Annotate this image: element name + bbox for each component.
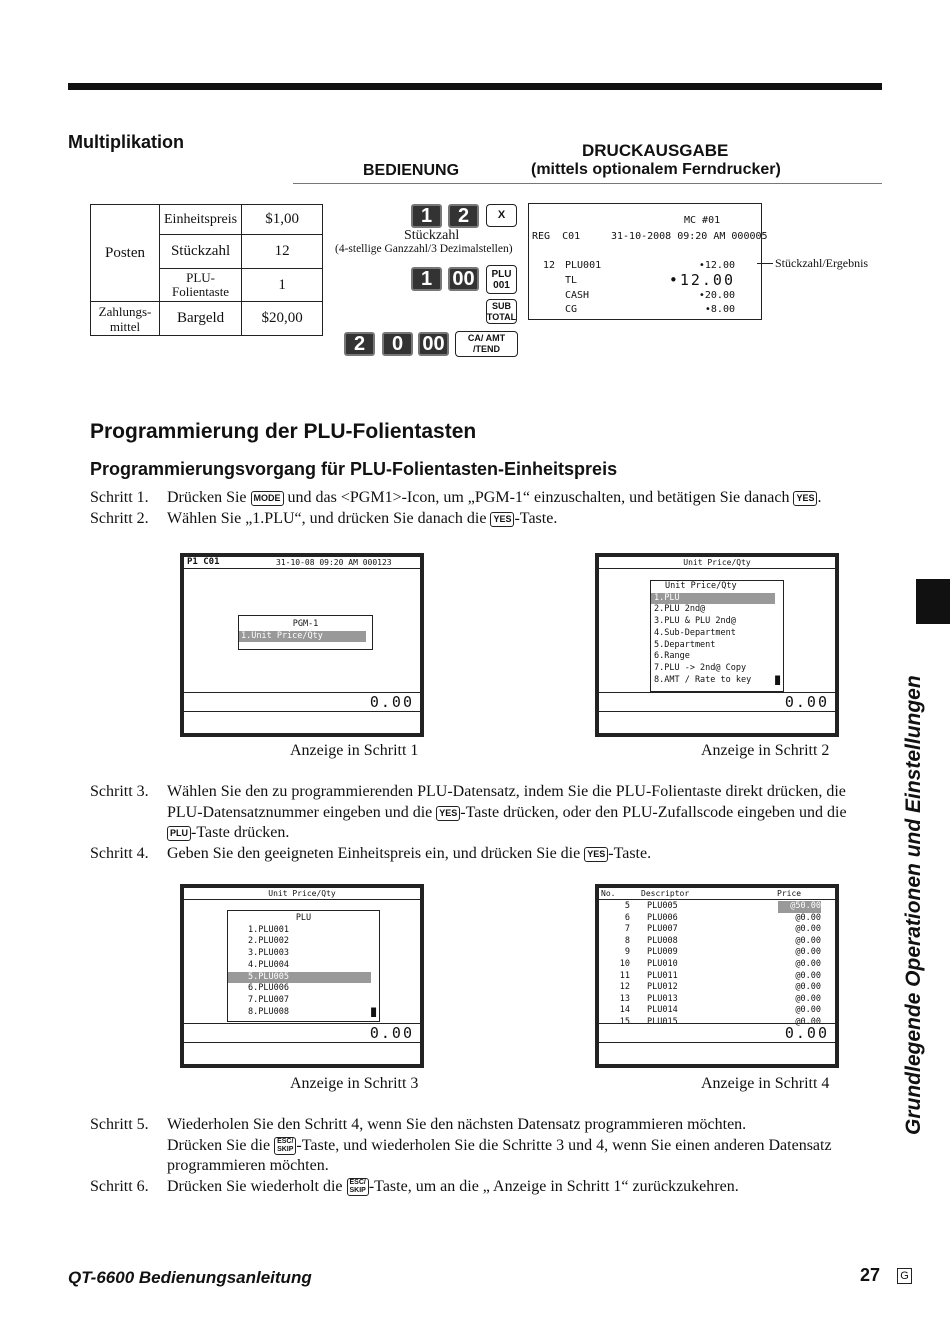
screen2-value: 0.00 (784, 693, 829, 711)
row-descriptor: PLU006 (647, 912, 678, 923)
menu-item[interactable]: 5.PLU005 (228, 972, 371, 984)
row-descriptor: PLU009 (647, 947, 678, 958)
stueckzahl-value: 12 (242, 235, 323, 269)
receipt-total-label: TL (565, 275, 578, 286)
screen1-datetime: 31-10-08 09:20 AM 000123 (276, 558, 392, 567)
screen4-col-no: No. (601, 889, 616, 898)
yes-key-icon: YES (490, 512, 514, 527)
step3-line1: Wählen Sie den zu programmierenden PLU-Datensatz, indem Sie die PLU-Folientaste direkt drücken, die (167, 783, 846, 800)
table-row[interactable] (599, 1005, 835, 1017)
step3-line2: PLU-Datensatznummer eingeben und die YES -Taste drücken, oder den PLU-Zufallscode eingeben und die (167, 804, 847, 821)
key-00: 00 (448, 267, 479, 291)
key-plu-001: PLU 001 (486, 265, 517, 294)
step1-label: Schritt 1. (90, 489, 149, 506)
row-descriptor: PLU014 (647, 1005, 678, 1016)
row-number: 7 (624, 924, 630, 935)
receipt-change-label: CG (565, 304, 578, 315)
screen-step2 (595, 553, 839, 737)
receipt-note: Stückzahl/Ergebnis (775, 256, 869, 270)
row-number: 10 (619, 958, 630, 969)
step5-line3: programmieren möchten. (167, 1157, 329, 1174)
menu-item[interactable]: 7.PLU -> 2nd@ Copy (654, 662, 747, 673)
row-number: 11 (619, 970, 630, 981)
step5-label: Schritt 5. (90, 1116, 149, 1133)
menu-item[interactable]: 4.Sub-Department (654, 627, 736, 638)
table-row[interactable] (599, 994, 835, 1006)
row-price: @0.00 (795, 924, 821, 935)
screen4-table (599, 901, 835, 1029)
step6-text: Drücken Sie wiederholt die ESC/ SKIP -Taste, um an die „ Anzeige in Schritt 1“ zurückzukehren. (167, 1178, 739, 1195)
caption-step3: Anzeige in Schritt 3 (290, 1075, 419, 1092)
steps-3-4 (90, 782, 890, 866)
screen1-value: 0.00 (369, 693, 414, 711)
steps-1-2 (90, 488, 890, 530)
key-2b: 2 (344, 332, 375, 356)
screen2-menu (651, 593, 783, 687)
einheitspreis-label: Einheitspreis (160, 205, 242, 235)
step3-label: Schritt 3. (90, 783, 149, 800)
plu-label: PLU- Folientaste (160, 269, 242, 302)
screen3-value: 0.00 (369, 1024, 414, 1042)
receipt-cash-amount: •20.00 (698, 290, 735, 301)
table-row[interactable] (599, 913, 835, 925)
menu-item[interactable]: 3.PLU003 (248, 948, 289, 959)
table-row[interactable] (599, 924, 835, 936)
screen2-status-bar: Unit Price/Qty (599, 557, 835, 569)
step5-line2: Drücken Sie die ESC/ SKIP -Taste, und wiederholen Sie die Schritte 3 und 4, wenn Sie einen anderen Datensatz (167, 1137, 832, 1154)
menu-item[interactable]: 1.PLU (651, 593, 775, 605)
step2-text: Wählen Sie „1.PLU“, und drücken Sie danach die YES -Taste. (167, 510, 558, 527)
row-price: @0.00 (795, 1005, 821, 1016)
receipt-item-amount: •12.00 (698, 260, 735, 271)
screen4-value: 0.00 (784, 1024, 829, 1042)
row-descriptor: PLU010 (647, 958, 678, 969)
menu-item[interactable]: 2.PLU 2nd@ (654, 604, 706, 615)
row-number: 13 (619, 993, 630, 1004)
menu-item[interactable]: 5.Department (654, 639, 716, 650)
key-subtotal: SUB TOTAL (486, 299, 517, 324)
row-number: 14 (619, 1005, 630, 1016)
stueckzahl-caption: Stückzahl (404, 228, 460, 243)
side-label: Grundlegende Operationen und Einstellungen (902, 675, 925, 1135)
screen3-status-bar: Unit Price/Qty (184, 888, 420, 900)
row-price: @50.00 (778, 901, 821, 913)
menu-item[interactable]: 1.PLU001 (248, 924, 289, 935)
step1-text: Drücken Sie MODE und das <PGM1>-Icon, um „PGM-1“ einzuschalten, und betätigen Sie danach YES . (167, 489, 822, 506)
screen3-menu (228, 925, 379, 1019)
row-number: 8 (624, 935, 630, 946)
example-table (90, 204, 323, 336)
table-row[interactable] (599, 936, 835, 948)
table-row[interactable] (599, 947, 835, 959)
steps-5-6 (90, 1115, 890, 1199)
menu-item[interactable]: 8.PLU008 █ (248, 1006, 376, 1017)
receipt-datetime: 31-10-2008 09:20 AM 000005 (611, 231, 768, 242)
row-price: @0.00 (795, 982, 821, 993)
screen-step1 (180, 553, 424, 737)
receipt-reg: REG C01 (532, 231, 581, 242)
druckausgabe-subheader: (mittels optionalem Ferndrucker) (531, 161, 781, 178)
row-number: 15 (619, 1016, 630, 1027)
posten-cell: Posten (91, 205, 160, 302)
screen3-popup (227, 910, 380, 1022)
side-tab-marker (916, 579, 950, 624)
key-00b: 00 (418, 332, 449, 356)
row-number: 5 (624, 901, 630, 911)
table-row[interactable] (599, 982, 835, 994)
menu-item[interactable]: 3.PLU & PLU 2nd@ (654, 616, 736, 627)
receipt-change-amount: •8.00 (704, 304, 735, 315)
footer-page-number: 27 (860, 1265, 881, 1285)
screen4-header (599, 888, 835, 900)
row-descriptor: PLU011 (647, 970, 678, 981)
row-descriptor: PLU012 (647, 982, 678, 993)
prog-subtitle: Programmierungsvorgang für PLU-Folientasten-Einheitspreis (90, 459, 618, 479)
scroll-indicator-icon: █ (775, 675, 780, 685)
section-title: Multiplikation (68, 132, 184, 152)
top-rule (68, 83, 882, 90)
key-multiply: X (486, 204, 517, 227)
row-descriptor: PLU008 (647, 935, 678, 946)
plu-value: 1 (242, 269, 323, 302)
menu-item[interactable]: 2.PLU002 (248, 936, 289, 947)
step2-label: Schritt 2. (90, 510, 149, 527)
row-price: @0.00 (795, 970, 821, 981)
receipt-note-leader (757, 263, 773, 264)
row-descriptor: PLU015 (647, 1016, 678, 1027)
receipt-qty: 12 (543, 260, 556, 271)
druckausgabe-header: DRUCKAUSGABE (582, 141, 729, 160)
step6-label: Schritt 6. (90, 1178, 149, 1195)
screen4-display (599, 1023, 835, 1064)
table-row[interactable] (599, 959, 835, 971)
screen1-display (184, 692, 420, 733)
table-row[interactable] (599, 901, 835, 913)
step5-line1: Wiederholen Sie den Schritt 4, wenn Sie den nächsten Datensatz programmieren möchten. (167, 1116, 747, 1133)
screen-step3 (180, 884, 424, 1068)
menu-item[interactable]: 7.PLU007 (248, 994, 289, 1005)
row-price: @0.00 (795, 947, 821, 958)
prog-title: Programmierung der PLU-Folientasten (90, 420, 477, 443)
row-descriptor: PLU007 (647, 924, 678, 935)
caption-step1: Anzeige in Schritt 1 (290, 742, 419, 759)
esc-skip-key-icon: ESC/ SKIP (274, 1137, 296, 1155)
step4-text: Geben Sie den geeigneten Einheitspreis ein, und drücken Sie die YES -Taste. (167, 845, 652, 862)
stueckzahl-label: Stückzahl (160, 235, 242, 269)
row-price: @0.00 (795, 1016, 821, 1027)
screen3-display (184, 1023, 420, 1064)
screen1-popup (238, 615, 373, 650)
menu-item[interactable]: 6.Range (654, 651, 690, 662)
row-price: @0.00 (795, 912, 821, 923)
receipt-item: PLU001 (565, 260, 602, 271)
yes-key-icon: YES (793, 491, 817, 506)
bargeld-value: $20,00 (242, 302, 323, 336)
bedienung-header: BEDIENUNG (363, 162, 460, 179)
menu-item[interactable]: 8.AMT / Rate to key █ (654, 674, 780, 685)
caption-step2: Anzeige in Schritt 2 (701, 742, 830, 759)
receipt (528, 203, 768, 320)
yes-key-icon: YES (584, 847, 608, 862)
key-1b: 1 (411, 267, 442, 291)
footer-lang-badge: G (897, 1268, 912, 1284)
screen2-display (599, 692, 835, 733)
screen1-popup-item[interactable]: 1.Unit Price/Qty (239, 631, 366, 643)
row-price: @0.00 (795, 958, 821, 969)
zahlungsmittel-label: Zahlungs- mittel (91, 302, 160, 336)
receipt-mc: MC #01 (684, 215, 721, 226)
footer-manual: QT-6600 Bedienungsanleitung (68, 1268, 312, 1287)
row-price: @0.00 (795, 935, 821, 946)
step3-line3: PLU -Taste drücken. (167, 823, 289, 844)
yes-key-icon: YES (436, 806, 460, 821)
einheitspreis-value: $1,00 (242, 205, 323, 235)
screen3-popup-title: PLU (295, 913, 312, 923)
receipt-total-amount: •12.00 (668, 271, 735, 289)
table-row[interactable] (599, 971, 835, 983)
screen2-popup (650, 580, 784, 692)
esc-skip-key-icon: ESC/ SKIP (347, 1178, 369, 1196)
stueckzahl-note: (4-stellige Ganzzahl/3 Dezimalstellen) (335, 243, 513, 255)
bargeld-label: Bargeld (160, 302, 242, 336)
menu-item[interactable]: 6.PLU006 (248, 983, 289, 994)
key-1: 1 (411, 204, 442, 228)
row-descriptor: PLU005 (647, 901, 678, 911)
screen4-col-price: Price (777, 889, 802, 898)
header-rule (293, 183, 882, 184)
row-descriptor: PLU013 (647, 993, 678, 1004)
scroll-indicator-icon: █ (371, 1007, 376, 1017)
screen1-status-bar (184, 557, 420, 569)
row-price: @0.00 (795, 993, 821, 1004)
mode-key-icon: MODE (251, 491, 284, 506)
key-2: 2 (448, 204, 479, 228)
step4-label: Schritt 4. (90, 845, 149, 862)
row-number: 9 (624, 947, 630, 958)
screen1-popup-title: PGM-1 (292, 619, 319, 629)
key-0: 0 (382, 332, 413, 356)
screen1-mode: P1 C01 (187, 557, 220, 567)
screen2-popup-title: Unit Price/Qty (665, 581, 737, 591)
caption-step4: Anzeige in Schritt 4 (701, 1075, 830, 1092)
plu-key-icon: PLU (167, 826, 191, 841)
screen-step4 (595, 884, 839, 1068)
menu-item[interactable]: 4.PLU004 (248, 959, 289, 970)
key-ca-amt-tend: CA/ AMT /TEND (455, 331, 518, 357)
row-number: 6 (624, 912, 630, 923)
screen4-col-desc: Descriptor (641, 889, 690, 898)
row-number: 12 (619, 982, 630, 993)
receipt-cash-label: CASH (565, 290, 590, 301)
